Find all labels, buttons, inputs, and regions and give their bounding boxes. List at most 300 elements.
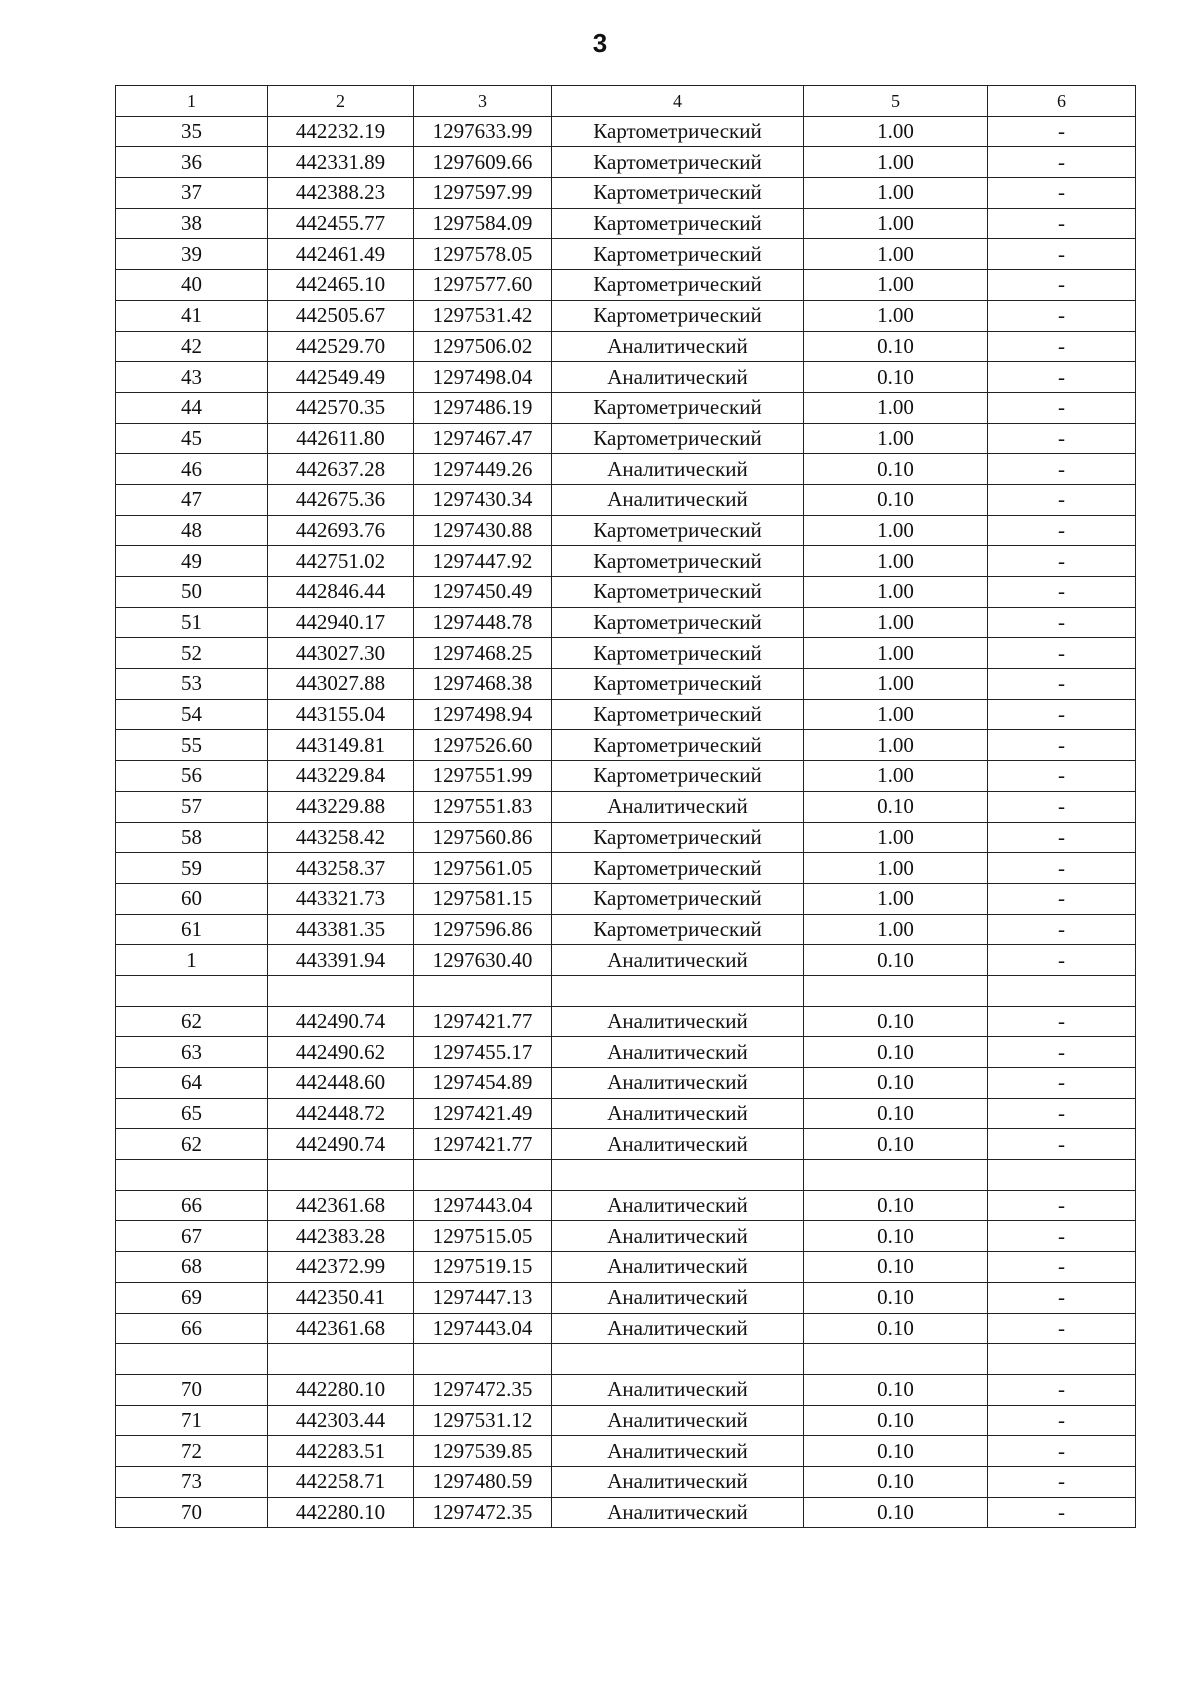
y-coordinate-cell: 1297498.04 [414,362,552,393]
y-coordinate-cell: 1297486.19 [414,392,552,423]
note-cell: - [988,392,1136,423]
method-cell: Аналитический [552,1098,804,1129]
accuracy-cell: 1.00 [804,270,988,301]
method-cell: Картометрический [552,822,804,853]
method-cell: Аналитический [552,1313,804,1344]
method-cell: Аналитический [552,1252,804,1283]
x-coordinate-cell [268,1344,414,1375]
x-coordinate-cell: 442846.44 [268,577,414,608]
point-number-cell: 47 [116,484,268,515]
method-cell: Картометрический [552,392,804,423]
accuracy-cell: 0.10 [804,1006,988,1037]
column-header: 4 [552,86,804,117]
x-coordinate-cell: 443381.35 [268,914,414,945]
note-cell: - [988,116,1136,147]
x-coordinate-cell: 443391.94 [268,945,414,976]
y-coordinate-cell: 1297421.77 [414,1006,552,1037]
point-number-cell: 62 [116,1129,268,1160]
point-number-cell: 61 [116,914,268,945]
point-number-cell: 40 [116,270,268,301]
point-number-cell: 38 [116,208,268,239]
point-number-cell [116,1160,268,1191]
y-coordinate-cell: 1297468.38 [414,669,552,700]
note-cell: - [988,669,1136,700]
note-cell: - [988,1313,1136,1344]
table-row [116,1344,1136,1375]
y-coordinate-cell: 1297448.78 [414,607,552,638]
note-cell: - [988,1221,1136,1252]
note-cell: - [988,577,1136,608]
method-cell: Картометрический [552,853,804,884]
point-number-cell: 73 [116,1466,268,1497]
table-row [116,914,1136,945]
point-number-cell [116,975,268,1006]
y-coordinate-cell: 1297447.92 [414,546,552,577]
method-cell: Картометрический [552,270,804,301]
note-cell: - [988,1006,1136,1037]
x-coordinate-cell: 442611.80 [268,423,414,454]
method-cell: Картометрический [552,147,804,178]
table-row [116,883,1136,914]
y-coordinate-cell: 1297480.59 [414,1466,552,1497]
note-cell: - [988,1497,1136,1528]
note-cell: - [988,1466,1136,1497]
accuracy-cell: 1.00 [804,669,988,700]
y-coordinate-cell: 1297450.49 [414,577,552,608]
table-row [116,331,1136,362]
accuracy-cell: 0.10 [804,1497,988,1528]
table-row [116,1313,1136,1344]
method-cell: Аналитический [552,1129,804,1160]
column-header: 2 [268,86,414,117]
page-number: 3 [592,28,608,58]
point-number-cell: 60 [116,883,268,914]
table-row [116,1068,1136,1099]
table-row [116,1006,1136,1037]
note-cell [988,975,1136,1006]
point-number-cell: 46 [116,454,268,485]
x-coordinate-cell: 443027.88 [268,669,414,700]
point-number-cell: 53 [116,669,268,700]
method-cell: Картометрический [552,577,804,608]
accuracy-cell: 0.10 [804,1405,988,1436]
accuracy-cell: 0.10 [804,791,988,822]
table-row [116,607,1136,638]
accuracy-cell: 0.10 [804,1436,988,1467]
note-cell: - [988,423,1136,454]
accuracy-cell: 1.00 [804,116,988,147]
accuracy-cell: 1.00 [804,515,988,546]
table-row [116,1374,1136,1405]
accuracy-cell: 1.00 [804,178,988,209]
table-row [116,699,1136,730]
accuracy-cell [804,1344,988,1375]
x-coordinate-cell: 443321.73 [268,883,414,914]
table-row [116,454,1136,485]
note-cell: - [988,761,1136,792]
method-cell [552,1160,804,1191]
table-row [116,853,1136,884]
point-number-cell: 63 [116,1037,268,1068]
point-number-cell: 39 [116,239,268,270]
accuracy-cell: 0.10 [804,454,988,485]
point-number-cell: 50 [116,577,268,608]
note-cell: - [988,822,1136,853]
accuracy-cell: 0.10 [804,1221,988,1252]
accuracy-cell: 0.10 [804,1098,988,1129]
note-cell: - [988,945,1136,976]
point-number-cell: 67 [116,1221,268,1252]
y-coordinate-cell: 1297581.15 [414,883,552,914]
note-cell: - [988,1098,1136,1129]
table-row [116,178,1136,209]
point-number-cell: 62 [116,1006,268,1037]
method-cell: Аналитический [552,1497,804,1528]
table-row [116,1405,1136,1436]
x-coordinate-cell: 443155.04 [268,699,414,730]
y-coordinate-cell: 1297633.99 [414,116,552,147]
x-coordinate-cell: 442693.76 [268,515,414,546]
accuracy-cell: 0.10 [804,362,988,393]
method-cell: Картометрический [552,607,804,638]
table-row [116,669,1136,700]
method-cell: Аналитический [552,791,804,822]
y-coordinate-cell: 1297498.94 [414,699,552,730]
accuracy-cell: 1.00 [804,300,988,331]
point-number-cell: 36 [116,147,268,178]
y-coordinate-cell: 1297630.40 [414,945,552,976]
note-cell: - [988,914,1136,945]
x-coordinate-cell: 442372.99 [268,1252,414,1283]
x-coordinate-cell: 442280.10 [268,1374,414,1405]
table-row [116,1098,1136,1129]
y-coordinate-cell: 1297443.04 [414,1313,552,1344]
y-coordinate-cell: 1297561.05 [414,853,552,884]
table-row [116,730,1136,761]
table-row [116,1436,1136,1467]
x-coordinate-cell: 442529.70 [268,331,414,362]
y-coordinate-cell: 1297519.15 [414,1252,552,1283]
accuracy-cell: 1.00 [804,638,988,669]
table-body [116,86,1136,1528]
note-cell: - [988,853,1136,884]
accuracy-cell: 0.10 [804,1466,988,1497]
accuracy-cell: 0.10 [804,1037,988,1068]
x-coordinate-cell: 442448.60 [268,1068,414,1099]
point-number-cell: 52 [116,638,268,669]
x-coordinate-cell: 442549.49 [268,362,414,393]
y-coordinate-cell: 1297421.77 [414,1129,552,1160]
accuracy-cell [804,1160,988,1191]
x-coordinate-cell: 443258.42 [268,822,414,853]
method-cell: Картометрический [552,546,804,577]
x-coordinate-cell: 442303.44 [268,1405,414,1436]
table-row [116,423,1136,454]
y-coordinate-cell: 1297430.88 [414,515,552,546]
table-row [116,208,1136,239]
method-cell: Аналитический [552,945,804,976]
x-coordinate-cell: 442751.02 [268,546,414,577]
y-coordinate-cell: 1297539.85 [414,1436,552,1467]
table-row [116,761,1136,792]
coordinates-table [115,85,1136,1528]
y-coordinate-cell: 1297560.86 [414,822,552,853]
y-coordinate-cell: 1297597.99 [414,178,552,209]
method-cell: Картометрический [552,669,804,700]
point-number-cell: 51 [116,607,268,638]
table-row [116,116,1136,147]
method-cell: Аналитический [552,1405,804,1436]
accuracy-cell: 0.10 [804,1313,988,1344]
note-cell: - [988,331,1136,362]
accuracy-cell: 1.00 [804,607,988,638]
table-row [116,1221,1136,1252]
method-cell: Аналитический [552,454,804,485]
column-header: 3 [414,86,552,117]
accuracy-cell: 1.00 [804,577,988,608]
note-cell: - [988,1068,1136,1099]
table-row [116,1190,1136,1221]
point-number-cell: 72 [116,1436,268,1467]
note-cell: - [988,1436,1136,1467]
note-cell: - [988,1190,1136,1221]
accuracy-cell: 1.00 [804,208,988,239]
x-coordinate-cell: 443229.88 [268,791,414,822]
x-coordinate-cell: 442280.10 [268,1497,414,1528]
point-number-cell: 70 [116,1497,268,1528]
note-cell: - [988,454,1136,485]
y-coordinate-cell: 1297506.02 [414,331,552,362]
table-row [116,270,1136,301]
point-number-cell: 66 [116,1313,268,1344]
point-number-cell: 58 [116,822,268,853]
note-cell: - [988,300,1136,331]
method-cell: Картометрический [552,300,804,331]
y-coordinate-cell: 1297421.49 [414,1098,552,1129]
method-cell: Картометрический [552,883,804,914]
note-cell: - [988,607,1136,638]
point-number-cell: 54 [116,699,268,730]
method-cell: Аналитический [552,362,804,393]
y-coordinate-cell: 1297584.09 [414,208,552,239]
table-row [116,515,1136,546]
table-row [116,1466,1136,1497]
y-coordinate-cell: 1297468.25 [414,638,552,669]
note-cell: - [988,699,1136,730]
y-coordinate-cell: 1297467.47 [414,423,552,454]
note-cell [988,1344,1136,1375]
note-cell: - [988,1374,1136,1405]
table-row [116,546,1136,577]
method-cell: Аналитический [552,1221,804,1252]
y-coordinate-cell: 1297454.89 [414,1068,552,1099]
accuracy-cell: 1.00 [804,392,988,423]
x-coordinate-cell: 442448.72 [268,1098,414,1129]
note-cell: - [988,1282,1136,1313]
note-cell: - [988,638,1136,669]
point-number-cell: 69 [116,1282,268,1313]
y-coordinate-cell: 1297551.99 [414,761,552,792]
table-row [116,1252,1136,1283]
accuracy-cell: 1.00 [804,546,988,577]
method-cell [552,975,804,1006]
x-coordinate-cell: 442505.67 [268,300,414,331]
point-number-cell: 44 [116,392,268,423]
table-row [116,1497,1136,1528]
column-header: 6 [988,86,1136,117]
x-coordinate-cell: 442490.74 [268,1006,414,1037]
accuracy-cell: 0.10 [804,1190,988,1221]
note-cell: - [988,883,1136,914]
note-cell: - [988,515,1136,546]
accuracy-cell: 1.00 [804,239,988,270]
x-coordinate-cell: 442461.49 [268,239,414,270]
point-number-cell: 71 [116,1405,268,1436]
y-coordinate-cell: 1297596.86 [414,914,552,945]
x-coordinate-cell: 442361.68 [268,1190,414,1221]
x-coordinate-cell: 442637.28 [268,454,414,485]
accuracy-cell: 0.10 [804,945,988,976]
x-coordinate-cell: 443258.37 [268,853,414,884]
x-coordinate-cell: 443229.84 [268,761,414,792]
table-row [116,1037,1136,1068]
x-coordinate-cell [268,1160,414,1191]
x-coordinate-cell: 442940.17 [268,607,414,638]
x-coordinate-cell: 442283.51 [268,1436,414,1467]
note-cell: - [988,546,1136,577]
x-coordinate-cell: 443027.30 [268,638,414,669]
point-number-cell: 59 [116,853,268,884]
point-number-cell: 70 [116,1374,268,1405]
table-row [116,392,1136,423]
point-number-cell: 41 [116,300,268,331]
table-row [116,945,1136,976]
table-row [116,577,1136,608]
x-coordinate-cell: 442383.28 [268,1221,414,1252]
y-coordinate-cell: 1297449.26 [414,454,552,485]
method-cell: Аналитический [552,1282,804,1313]
table-row [116,1129,1136,1160]
y-coordinate-cell [414,1344,552,1375]
y-coordinate-cell: 1297577.60 [414,270,552,301]
accuracy-cell: 0.10 [804,484,988,515]
method-cell: Аналитический [552,1466,804,1497]
accuracy-cell: 1.00 [804,761,988,792]
table-header-row [116,86,1136,117]
table-row [116,147,1136,178]
accuracy-cell: 1.00 [804,853,988,884]
method-cell: Аналитический [552,1374,804,1405]
note-cell: - [988,147,1136,178]
y-coordinate-cell: 1297472.35 [414,1374,552,1405]
x-coordinate-cell: 442350.41 [268,1282,414,1313]
method-cell: Картометрический [552,761,804,792]
method-cell: Аналитический [552,1037,804,1068]
y-coordinate-cell: 1297609.66 [414,147,552,178]
point-number-cell: 35 [116,116,268,147]
method-cell: Аналитический [552,1068,804,1099]
note-cell: - [988,208,1136,239]
table-row [116,822,1136,853]
point-number-cell: 55 [116,730,268,761]
x-coordinate-cell: 442232.19 [268,116,414,147]
note-cell: - [988,791,1136,822]
method-cell: Картометрический [552,208,804,239]
y-coordinate-cell: 1297472.35 [414,1497,552,1528]
accuracy-cell: 1.00 [804,147,988,178]
accuracy-cell: 1.00 [804,730,988,761]
table-row [116,1160,1136,1191]
method-cell: Картометрический [552,423,804,454]
point-number-cell: 45 [116,423,268,454]
method-cell: Картометрический [552,178,804,209]
y-coordinate-cell: 1297531.42 [414,300,552,331]
accuracy-cell: 0.10 [804,1252,988,1283]
method-cell: Аналитический [552,331,804,362]
point-number-cell: 43 [116,362,268,393]
x-coordinate-cell: 442675.36 [268,484,414,515]
table-row [116,791,1136,822]
table-row [116,1282,1136,1313]
method-cell: Картометрический [552,914,804,945]
accuracy-cell: 0.10 [804,1068,988,1099]
method-cell: Аналитический [552,484,804,515]
method-cell: Картометрический [552,515,804,546]
x-coordinate-cell: 442570.35 [268,392,414,423]
note-cell: - [988,1129,1136,1160]
y-coordinate-cell: 1297455.17 [414,1037,552,1068]
y-coordinate-cell: 1297578.05 [414,239,552,270]
accuracy-cell: 1.00 [804,914,988,945]
x-coordinate-cell: 442331.89 [268,147,414,178]
method-cell: Картометрический [552,699,804,730]
method-cell [552,1344,804,1375]
accuracy-cell: 1.00 [804,423,988,454]
method-cell: Картометрический [552,638,804,669]
x-coordinate-cell: 443149.81 [268,730,414,761]
y-coordinate-cell: 1297515.05 [414,1221,552,1252]
note-cell: - [988,362,1136,393]
column-header: 5 [804,86,988,117]
accuracy-cell [804,975,988,1006]
method-cell: Картометрический [552,239,804,270]
method-cell: Картометрический [552,116,804,147]
method-cell: Картометрический [552,730,804,761]
note-cell: - [988,730,1136,761]
note-cell: - [988,178,1136,209]
point-number-cell: 57 [116,791,268,822]
accuracy-cell: 1.00 [804,699,988,730]
point-number-cell: 66 [116,1190,268,1221]
x-coordinate-cell: 442361.68 [268,1313,414,1344]
accuracy-cell: 0.10 [804,1282,988,1313]
y-coordinate-cell: 1297531.12 [414,1405,552,1436]
y-coordinate-cell [414,975,552,1006]
point-number-cell: 37 [116,178,268,209]
x-coordinate-cell: 442455.77 [268,208,414,239]
point-number-cell: 1 [116,945,268,976]
note-cell: - [988,1037,1136,1068]
accuracy-cell: 1.00 [804,822,988,853]
x-coordinate-cell: 442465.10 [268,270,414,301]
column-header: 1 [116,86,268,117]
method-cell: Аналитический [552,1006,804,1037]
y-coordinate-cell: 1297447.13 [414,1282,552,1313]
y-coordinate-cell: 1297430.34 [414,484,552,515]
point-number-cell: 56 [116,761,268,792]
table-row [116,362,1136,393]
point-number-cell: 64 [116,1068,268,1099]
